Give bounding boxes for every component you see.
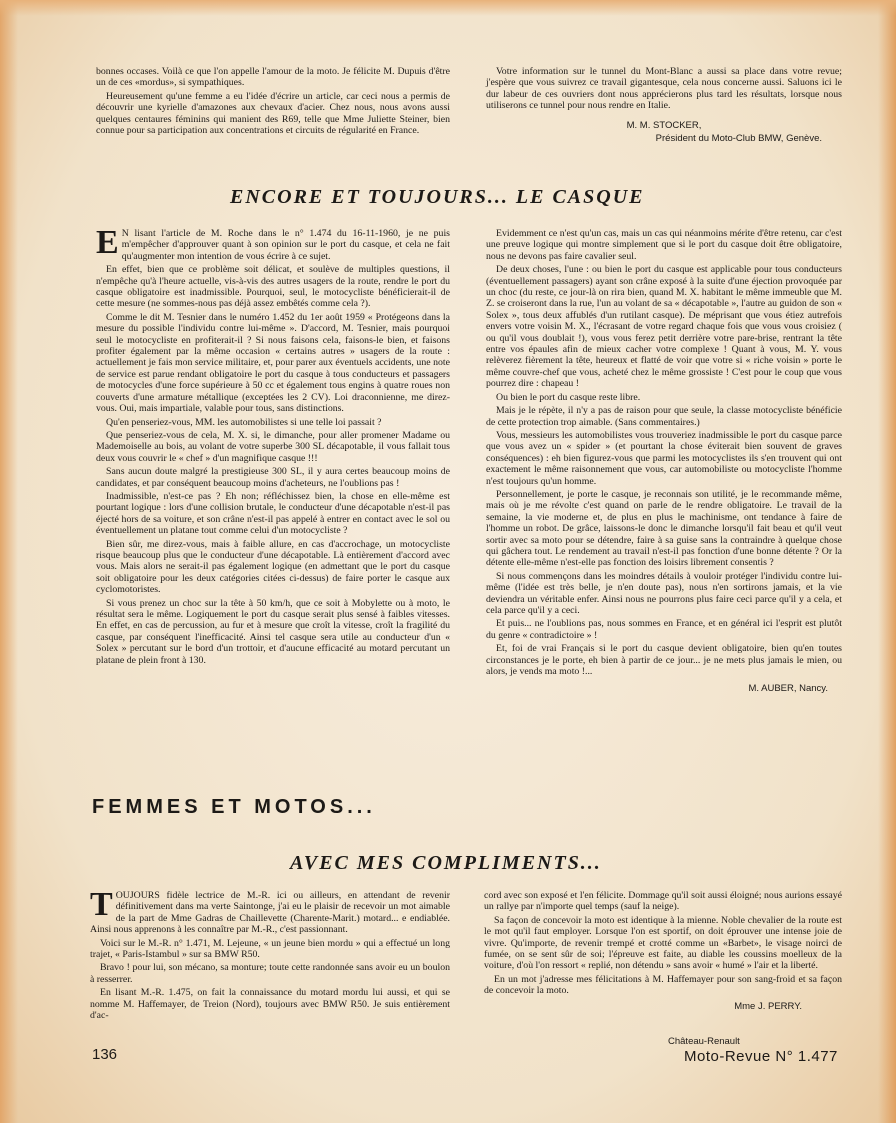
- paper-edge-top: [0, 0, 896, 16]
- paragraph: cord avec son exposé et l'en félicite. Dommage qu'il soit aussi éloigné; nous aurions essayé un rallye par n'importe quel temps (sauf la neige).: [484, 890, 842, 913]
- paragraph: Sans aucun doute malgré la prestigieuse 300 SL, il y aura certes beaucoup moins de candidates, et par conséquent beaucoup moins d'acheteurs, ne l'oublions pas !: [96, 466, 450, 489]
- signature-name: Mme J. PERRY.: [734, 1000, 802, 1012]
- paragraph: Si vous prenez un choc sur la tête à 50 km/h, que ce soit à Mobylette ou à moto, le résultat sera le même. Logiquement le port du casque serait plus sensé à faibles vitesses. En effet, en cas de percussion, au fur et à mesure que croît la vitesse, croît la fragilité du casque, par conséquent l'inefficacité. Ainsi tel casque sera utile au conducteur d'un « Solex » percutant sur le bord d'un trottoir, et d'aucune efficacité au motard percutant un platane de plein front à 130.: [96, 597, 450, 666]
- paragraph: Si nous commençons dans les moindres détails à vouloir protéger l'individu contre lui-même (l'idée est très belle, je n'en doute pas), nous n'en sortirons jamais, et la vie deviendra un véritable enfer. Ainsi nous ne pourrons plus faire ceci parce qu'il y a cela, et cela parce qu'il y a ceci.: [486, 570, 842, 616]
- compliments-left-column: [90, 886, 450, 1023]
- paragraph: Inadmissible, n'est-ce pas ? Eh non; réfléchissez bien, la chose en elle-même est pourtant logique : lors d'une collision brutale, le conducteur d'une décapotable n'est-il pas éjecté hors de sa voiture, et son crâne n'est-il pas appelé à entrer en contact avec le sol ou éventuellement un platane tout comme celui d'un motocycliste ?: [96, 490, 450, 537]
- paragraph: Evidemment ce n'est qu'un cas, mais un cas qui néanmoins mérite d'être retenu, car c'est une preuve logique qui montre simplement que si le port du casque doit être obligatoire, nous ne devons pas faire cavalier seul.: [486, 228, 842, 262]
- paragraph: Bravo ! pour lui, son mécano, sa monture; toute cette randonnée sans avoir eu un boulon à resserrer.: [90, 962, 450, 985]
- paragraph: Vous, messieurs les automobilistes vous trouveriez inadmissible le port du casque parce que vous avez un « spider » (et pourtant la chose éviterait bien souvent de graves conséquences) : eh bien figurez-vous que parmi les motocyclistes ils s'en trouvent qui ont exactement le même raisonnement que vous, car automobiliste ou motocycliste l'homme n'est toujours qu'un homme.: [486, 429, 842, 487]
- signature-name: M. M. STOCKER,: [626, 119, 702, 131]
- page-number: 136: [92, 1046, 118, 1063]
- casque-left-column: [96, 224, 450, 668]
- article-title-compliments: AVEC MES COMPLIMENTS...: [290, 852, 602, 874]
- paragraph: E N lisant l'article de M. Roche dans le n° 1.474 du 16-11-1960, je ne puis m'empêcher d'approuver quant à son opinion sur le port du casque, et cela ne fait qu'augmenter mon intention de vous écrire à ce sujet.: [96, 224, 450, 262]
- paragraph: Que penseriez-vous de cela, M. X. si, le dimanche, pour aller promener Madame ou Mademoiselle au bois, au volant de votre superbe 300 SL décapotable, il vous fallait tous deux vous couvrir le « chef » d'un magnifique casque !!!: [96, 429, 450, 464]
- paragraph: Votre information sur le tunnel du Mont-Blanc a aussi sa place dans votre revue; j'espère que vous suivrez ce travail gigantesque, cela nous concerne aussi. Saluons ici le dur labeur de ces ouvriers dont nous apprécierons plus tard les résultats, lorsque nous utiliserons ce tunnel pour nous rendre en Italie.: [486, 66, 842, 112]
- top-left-column: [96, 66, 450, 138]
- paragraph: En un mot j'adresse mes félicitations à M. Haffemayer pour son sang-froid et sa façon de concevoir la moto.: [484, 973, 842, 997]
- drop-cap: E: [96, 224, 119, 261]
- signature-place: Château-Renault: [668, 1036, 740, 1047]
- article-title-casque: ENCORE ET TOUJOURS... LE CASQUE: [230, 186, 645, 208]
- compliments-right-column: [484, 890, 842, 1012]
- paragraph: En effet, bien que ce problème soit délicat, et soulève de multiples questions, il n'empêche qu'à l'heure actuelle, vis-à-vis des autres usagers de la route, rendre le port du casque obligatoire est inadmissible. Pourquoi, seul, le motocycliste bénéficierait-il de cette mesure (ne sommes-nous pas déjà assez embêtés comme cela ?).: [96, 264, 450, 310]
- paragraph: Ou bien le port du casque reste libre.: [496, 391, 641, 403]
- paragraph: En lisant M.-R. 1.475, on fait la connaissance du motard mordu lui aussi, et qui se nomme M. Haffemayer, de Treion (Nord), toujours avec BMW R50. Je suis entièrement d'ac-: [90, 987, 450, 1022]
- casque-right-column: [486, 228, 842, 695]
- drop-cap: T: [90, 886, 113, 923]
- signature-title: Président du Moto-Club BMW, Genève.: [655, 133, 822, 145]
- paragraph: Voici sur le M.-R. n° 1.471, M. Lejeune, « un jeune bien mordu » qui a effectué un long trajet, « Paris-Istambul » sur sa BMW R50.: [90, 937, 450, 961]
- top-right-column: [486, 66, 842, 144]
- section-heading-femmes: FEMMES ET MOTOS...: [92, 796, 376, 818]
- magazine-name: Moto-Revue N° 1.477: [684, 1048, 838, 1065]
- paragraph: Heureusement qu'une femme a eu l'idée d'écrire un article, car ceci nous a permis de découvrir une kyrielle d'amazones aux chevaux d'acier. Chez nous, nous avons aussi quelques centaures féminins qui manient des R69, telle que Mme Juliette Steiner, bien connue pour sa participation aux concentrations et circuits de régularité en France.: [96, 90, 450, 137]
- signature: M. AUBER, Nancy.: [748, 683, 828, 695]
- paper-edge-left: [0, 0, 18, 1123]
- paragraph: Sa façon de concevoir la moto est identique à la mienne. Noble chevalier de la route est le mot qu'il faut employer. Lorsque l'on est sportif, on doit éprouver une intense joie de vivre. Qu'importe, de revenir trempé et crotté comme un «Barbet», le visage noirci de fumée, on se sent sûr de soi; l'épreuve est faite, au diable les coussins moelleux de la voiture, d'où l'on ressort « replié, non détendu » sans avoir « humé » l'air et la liberté.: [484, 914, 842, 972]
- paragraph: Et puis... ne l'oublions pas, nous sommes en France, et en général ici l'esprit est plutôt du genre « contradictoire » !: [486, 618, 842, 641]
- paragraph: Qu'en penseriez-vous, MM. les automobilistes si une telle loi passait ?: [106, 416, 382, 428]
- paragraph: Et, foi de vrai Français si le port du casque devient obligatoire, bien qu'en toutes circonstances je le porte, eh bien à partir de ce jour... je ne mets plus jamais le mien, ou alors, je vends ma moto !...: [486, 643, 842, 678]
- paragraph: De deux choses, l'une : ou bien le port du casque est applicable pour tous conducteurs (éventuellement passagers) ayant son crâne exposé à la suite d'une éjection provoquée par un choc (du reste, ce jour-là on rira bien, quand M. X. habitant le même immeuble que M. Z. se croiseront dans la rue, l'un au volant de sa « décapotable », l'autre au guidon de son « Solex », tous deux affublés d'un rutilant casque). De méprisant que vous étiez autrefois envers votre voisin M. X., l'écrasant de votre regard chaque fois que vous vous croisiez ( ou qu'il vous doublait !), vous vous ferez petit derrière votre pare-brise, rentrant la tête entre vos épaules afin de mieux cacher votre complexe ! Quant à vous, M. Y. vous relèverez fièrement la tête, heureux et flatté de voir que votre si « riche voisin » porte le même couvre-chef que vous, acheté chez le même grossiste ! C'est pour le coup que vous pourrez dire : chapeau !: [486, 264, 842, 390]
- paragraph: TOUJOURS fidèle lectrice de M.-R. ici ou ailleurs, en attendant de revenir définitivement dans ma verte Saintonge, j'ai eu le plaisir de recevoir un mot aimable de la part de Mme Gadras de Chaillevette (Charente-Marit.) motard... e endiablée. Ainsi nous apprenons à les connaître par M.-R., c'est passionnant.: [90, 886, 450, 936]
- paragraph: bonnes occases. Voilà ce que l'on appelle l'amour de la moto. Je félicite M. Dupuis d'être un de ces «mordus», si sympathiques.: [96, 66, 450, 89]
- paragraph: Comme le dit M. Tesnier dans le numéro 1.452 du 1er août 1959 « Protégeons dans la mesure du possible l'individu contre lui-même ». D'accord, M. Tesnier, mais pourquoi seul le motocycliste en profiterait-il ? Si nous faisons cela, faisons-le bien, et faisons profiter également par la même occasion « certains autres » usagers de la route : actuellement je fais mon service militaire, et, pour parer aux éventuels accidents, une note de service est parue rendant obligatoire le port du casque à tous conducteurs et passagers de motocycles d'une force supérieure à 50 cc et également tous engins à quatre roues non couverts d'une armature métallique (exceptées les 2 CV). Loi draconnienne, me direz-vous. Oui, mais impartiale, valable pour tous, sans distinctions.: [96, 311, 450, 415]
- paragraph: Bien sûr, me direz-vous, mais à faible allure, en cas d'accrochage, un motocycliste risque beaucoup plus que le conducteur d'une décapotable. Là entièrement d'accord avec vous. Mais alors ne serait-il pas également logique (en admettant que le port du casque soit obligatoire pour les deux catégories citées ci-dessus) de faire porter le casque aux cyclomotoristes.: [96, 538, 450, 596]
- paragraph: Mais je le répète, il n'y a pas de raison pour que seule, la classe motocycliste bénéficie de cette protection trop aimable. (Sans commentaires.): [486, 405, 842, 428]
- paper-edge-right: [878, 0, 896, 1123]
- paragraph: Personnellement, je porte le casque, je reconnais son utilité, je le recommande même, mais où je me révolte c'est quand on parle de le rendre obligatoire. Le travail de la semaine, la vie moderne et, de plus en plus le machinisme, ont tendance à faire de l'homme un robot. De grâce, laissons-le donc le dimanche lorsqu'il fait beau et qu'il veut sortir avec sa moto pour se détendre, faire à sa guise sans la contraindre à quelque chose qui gâchera tout. Le rendement au travail n'est-il pas fonction d'une bonne détente ? Or la détente elle-même n'est-elle pas fonction des loisirs librement consentis ?: [486, 488, 842, 569]
